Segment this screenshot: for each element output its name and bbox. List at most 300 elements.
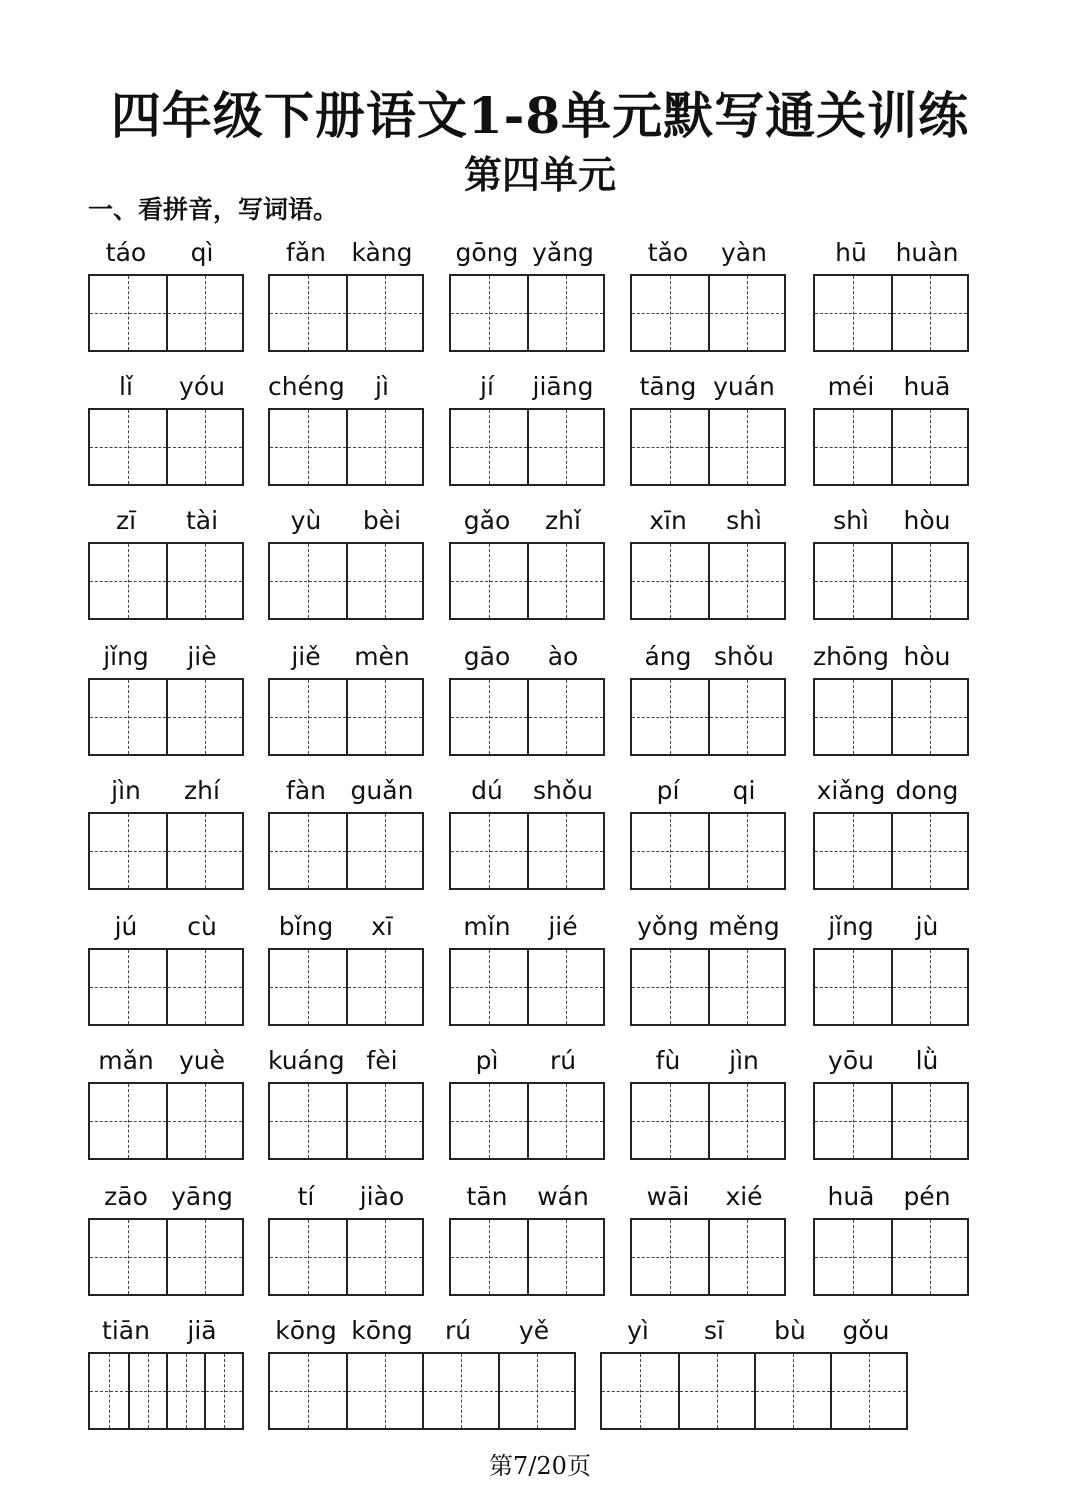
pinyin-syllable: cù bbox=[187, 912, 217, 941]
character-box[interactable] bbox=[270, 1084, 346, 1158]
character-box[interactable] bbox=[632, 814, 708, 888]
pinyin-row bbox=[813, 1044, 969, 1082]
pinyin-row bbox=[630, 370, 786, 408]
character-box[interactable] bbox=[451, 276, 527, 350]
pinyin-row bbox=[630, 236, 786, 274]
word-item bbox=[268, 370, 424, 486]
word-item bbox=[449, 1180, 605, 1296]
character-box[interactable] bbox=[451, 680, 527, 754]
pinyin-syllable: jiě bbox=[291, 642, 321, 671]
pinyin-syllable: jí bbox=[480, 372, 494, 401]
character-box[interactable] bbox=[708, 1220, 784, 1294]
word-item bbox=[88, 1314, 244, 1430]
writing-grid bbox=[600, 1352, 908, 1430]
writing-grid bbox=[449, 948, 605, 1026]
pinyin-row bbox=[88, 1180, 244, 1218]
character-box[interactable] bbox=[90, 410, 166, 484]
character-box[interactable] bbox=[498, 1354, 574, 1428]
word-item bbox=[268, 1180, 424, 1296]
character-box[interactable] bbox=[708, 950, 784, 1024]
word-item bbox=[813, 910, 969, 1026]
pinyin-syllable: lǐ bbox=[119, 372, 133, 401]
pinyin-row bbox=[813, 910, 969, 948]
writing-grid bbox=[813, 542, 969, 620]
pinyin-row bbox=[813, 236, 969, 274]
word-item bbox=[813, 370, 969, 486]
character-box[interactable] bbox=[891, 680, 967, 754]
character-box[interactable] bbox=[891, 1084, 967, 1158]
pinyin-row bbox=[268, 1180, 424, 1218]
writing-grid bbox=[630, 812, 786, 890]
writing-grid bbox=[88, 948, 244, 1026]
writing-grid bbox=[813, 812, 969, 890]
character-box[interactable] bbox=[204, 1354, 242, 1428]
pinyin-syllable: dong bbox=[895, 776, 959, 805]
pinyin-row bbox=[813, 1180, 969, 1218]
character-box[interactable] bbox=[451, 544, 527, 618]
pinyin-syllable: guǎn bbox=[350, 776, 414, 805]
page-number: 第7/20页 bbox=[489, 1452, 591, 1480]
pinyin-syllable: yǎng bbox=[532, 238, 594, 267]
character-box[interactable] bbox=[527, 276, 603, 350]
pinyin-syllable: lǜ bbox=[915, 1046, 939, 1075]
character-box[interactable] bbox=[346, 410, 422, 484]
character-box[interactable] bbox=[678, 1354, 754, 1428]
character-box[interactable] bbox=[708, 814, 784, 888]
pinyin-syllable: kōng bbox=[351, 1316, 413, 1345]
writing-grid bbox=[449, 678, 605, 756]
word-item bbox=[630, 1180, 786, 1296]
pinyin-row bbox=[449, 774, 605, 812]
writing-grid bbox=[268, 948, 424, 1026]
pinyin-row bbox=[449, 1180, 605, 1218]
pinyin-syllable: gǎo bbox=[463, 506, 511, 535]
writing-grid bbox=[88, 812, 244, 890]
character-box[interactable] bbox=[891, 410, 967, 484]
character-box[interactable] bbox=[90, 1354, 128, 1428]
pinyin-syllable: jìn bbox=[729, 1046, 759, 1075]
word-item bbox=[813, 774, 969, 890]
writing-grid bbox=[268, 408, 424, 486]
character-box[interactable] bbox=[632, 410, 708, 484]
character-box[interactable] bbox=[346, 950, 422, 1024]
pinyin-row bbox=[630, 640, 786, 678]
pinyin-syllable: tài bbox=[185, 506, 219, 535]
character-box[interactable] bbox=[270, 276, 346, 350]
character-box[interactable] bbox=[90, 680, 166, 754]
pinyin-syllable: huā bbox=[903, 372, 951, 401]
character-box[interactable] bbox=[346, 814, 422, 888]
pinyin-syllable: pí bbox=[656, 776, 680, 805]
pinyin-syllable: shì bbox=[833, 506, 869, 535]
writing-grid bbox=[813, 678, 969, 756]
word-item bbox=[813, 236, 969, 352]
character-box[interactable] bbox=[815, 544, 891, 618]
character-box[interactable] bbox=[166, 544, 242, 618]
character-box[interactable] bbox=[166, 410, 242, 484]
pinyin-syllable: fèi bbox=[366, 1046, 398, 1075]
pinyin-row bbox=[600, 1314, 908, 1352]
pinyin-syllable: tí bbox=[297, 1182, 315, 1211]
pinyin-row bbox=[449, 236, 605, 274]
writing-grid bbox=[449, 1082, 605, 1160]
page-title: 四年级下册语文1-8单元默写通关训练 bbox=[110, 86, 970, 145]
writing-grid bbox=[813, 274, 969, 352]
character-box[interactable] bbox=[815, 814, 891, 888]
pinyin-syllable: jù bbox=[915, 912, 939, 941]
pinyin-syllable: fǎn bbox=[286, 238, 326, 267]
character-box[interactable] bbox=[815, 410, 891, 484]
word-item bbox=[630, 370, 786, 486]
writing-grid bbox=[630, 274, 786, 352]
pinyin-syllable: táo bbox=[105, 238, 147, 267]
character-box[interactable] bbox=[166, 276, 242, 350]
character-box[interactable] bbox=[815, 680, 891, 754]
pinyin-syllable: jǐng bbox=[828, 912, 874, 941]
pinyin-row bbox=[88, 504, 244, 542]
pinyin-syllable: jiè bbox=[187, 642, 217, 671]
character-box[interactable] bbox=[346, 276, 422, 350]
character-box[interactable] bbox=[166, 1084, 242, 1158]
character-box[interactable] bbox=[346, 1354, 422, 1428]
pinyin-syllable: xiǎng bbox=[816, 776, 886, 805]
word-item bbox=[268, 1044, 424, 1160]
pinyin-syllable: bǐng bbox=[278, 912, 334, 941]
character-box[interactable] bbox=[708, 1084, 784, 1158]
character-box[interactable] bbox=[346, 1220, 422, 1294]
word-item bbox=[630, 774, 786, 890]
pinyin-syllable: kàng bbox=[351, 238, 413, 267]
pinyin-syllable: jǐng bbox=[103, 642, 149, 671]
word-item bbox=[88, 774, 244, 890]
character-box[interactable] bbox=[270, 680, 346, 754]
word-item bbox=[268, 910, 424, 1026]
word-item bbox=[600, 1314, 908, 1430]
pinyin-syllable: mǎn bbox=[98, 1046, 154, 1075]
writing-grid bbox=[268, 678, 424, 756]
word-item bbox=[88, 370, 244, 486]
character-box[interactable] bbox=[451, 1084, 527, 1158]
writing-grid bbox=[268, 1082, 424, 1160]
character-box[interactable] bbox=[708, 410, 784, 484]
pinyin-row bbox=[813, 370, 969, 408]
pinyin-row bbox=[88, 1044, 244, 1082]
character-box[interactable] bbox=[891, 950, 967, 1024]
pinyin-syllable: pì bbox=[475, 1046, 499, 1075]
pinyin-syllable: bèi bbox=[362, 506, 402, 535]
character-box[interactable] bbox=[346, 1084, 422, 1158]
word-item bbox=[630, 640, 786, 756]
pinyin-syllable: yì bbox=[627, 1316, 649, 1345]
pinyin-row bbox=[268, 504, 424, 542]
character-box[interactable] bbox=[90, 276, 166, 350]
pinyin-syllable: huàn bbox=[895, 238, 959, 267]
pinyin-syllable: zhí bbox=[184, 776, 220, 805]
character-box[interactable] bbox=[128, 1354, 166, 1428]
pinyin-syllable: shǒu bbox=[532, 776, 593, 805]
pinyin-syllable: tiān bbox=[102, 1316, 150, 1345]
writing-grid bbox=[813, 948, 969, 1026]
pinyin-syllable: yuán bbox=[713, 372, 775, 401]
pinyin-syllable: měng bbox=[708, 912, 780, 941]
word-item bbox=[268, 236, 424, 352]
pinyin-syllable: mǐn bbox=[463, 912, 511, 941]
word-item bbox=[813, 1180, 969, 1296]
pinyin-syllable: wán bbox=[537, 1182, 589, 1211]
word-item bbox=[630, 910, 786, 1026]
writing-grid bbox=[813, 1082, 969, 1160]
character-box[interactable] bbox=[891, 814, 967, 888]
pinyin-syllable: dú bbox=[471, 776, 503, 805]
pinyin-row bbox=[88, 236, 244, 274]
word-item bbox=[88, 236, 244, 352]
word-item bbox=[268, 1314, 576, 1430]
pinyin-syllable: jié bbox=[548, 912, 578, 941]
character-box[interactable] bbox=[346, 544, 422, 618]
character-box[interactable] bbox=[90, 544, 166, 618]
character-box[interactable] bbox=[708, 276, 784, 350]
pinyin-syllable: kuáng bbox=[268, 1046, 345, 1075]
character-box[interactable] bbox=[754, 1354, 830, 1428]
character-box[interactable] bbox=[166, 950, 242, 1024]
word-item bbox=[268, 640, 424, 756]
character-box[interactable] bbox=[270, 1354, 346, 1428]
pinyin-syllable: shǒu bbox=[713, 642, 774, 671]
character-box[interactable] bbox=[632, 1220, 708, 1294]
writing-grid bbox=[268, 812, 424, 890]
word-item bbox=[449, 370, 605, 486]
character-box[interactable] bbox=[166, 814, 242, 888]
character-box[interactable] bbox=[815, 950, 891, 1024]
word-item bbox=[449, 1044, 605, 1160]
pinyin-syllable: gōng bbox=[455, 238, 519, 267]
word-item bbox=[268, 774, 424, 890]
writing-grid bbox=[449, 542, 605, 620]
writing-grid bbox=[88, 678, 244, 756]
pinyin-syllable: qi bbox=[732, 776, 756, 805]
pinyin-syllable: yuè bbox=[178, 1046, 226, 1075]
pinyin-syllable: zāo bbox=[104, 1182, 148, 1211]
character-box[interactable] bbox=[632, 680, 708, 754]
character-box[interactable] bbox=[632, 276, 708, 350]
word-item bbox=[449, 910, 605, 1026]
unit-subtitle: 第四单元 bbox=[463, 152, 616, 197]
pinyin-syllable: zī bbox=[115, 506, 137, 535]
pinyin-syllable: jú bbox=[114, 912, 138, 941]
character-box[interactable] bbox=[451, 410, 527, 484]
character-box[interactable] bbox=[270, 544, 346, 618]
word-item bbox=[813, 640, 969, 756]
character-box[interactable] bbox=[451, 814, 527, 888]
pinyin-syllable: xié bbox=[725, 1182, 763, 1211]
pinyin-row bbox=[449, 1044, 605, 1082]
pinyin-syllable: tǎo bbox=[647, 238, 689, 267]
character-box[interactable] bbox=[632, 950, 708, 1024]
word-item bbox=[449, 236, 605, 352]
writing-grid bbox=[88, 408, 244, 486]
character-box[interactable] bbox=[451, 950, 527, 1024]
pinyin-syllable: qì bbox=[190, 238, 214, 267]
word-item bbox=[630, 1044, 786, 1160]
character-box[interactable] bbox=[891, 1220, 967, 1294]
pinyin-row bbox=[630, 774, 786, 812]
character-box[interactable] bbox=[708, 544, 784, 618]
character-box[interactable] bbox=[90, 950, 166, 1024]
character-box[interactable] bbox=[270, 814, 346, 888]
character-box[interactable] bbox=[166, 1220, 242, 1294]
pinyin-syllable: gǒu bbox=[842, 1316, 890, 1345]
writing-grid bbox=[268, 274, 424, 352]
section-heading: 一、看拼音，写词语。 bbox=[88, 195, 339, 224]
pinyin-row bbox=[268, 1044, 424, 1082]
pinyin-row bbox=[449, 504, 605, 542]
writing-grid bbox=[449, 408, 605, 486]
pinyin-syllable: tāng bbox=[639, 372, 697, 401]
writing-grid bbox=[813, 1218, 969, 1296]
word-item bbox=[813, 1044, 969, 1160]
pinyin-row bbox=[88, 370, 244, 408]
character-box[interactable] bbox=[270, 950, 346, 1024]
pinyin-syllable: yāng bbox=[171, 1182, 233, 1211]
character-box[interactable] bbox=[527, 544, 603, 618]
character-box[interactable] bbox=[422, 1354, 498, 1428]
pinyin-syllable: jiāng bbox=[532, 372, 594, 401]
character-box[interactable] bbox=[632, 1084, 708, 1158]
pinyin-syllable: yǒng bbox=[637, 912, 699, 941]
pinyin-row bbox=[813, 774, 969, 812]
pinyin-row bbox=[630, 1180, 786, 1218]
pinyin-row bbox=[268, 236, 424, 274]
character-box[interactable] bbox=[346, 680, 422, 754]
character-box[interactable] bbox=[90, 1084, 166, 1158]
pinyin-row bbox=[88, 640, 244, 678]
character-box[interactable] bbox=[815, 276, 891, 350]
pinyin-syllable: zhǐ bbox=[545, 506, 581, 535]
pinyin-row bbox=[88, 1314, 244, 1352]
character-box[interactable] bbox=[708, 680, 784, 754]
character-box[interactable] bbox=[451, 1220, 527, 1294]
pinyin-syllable: tān bbox=[466, 1182, 508, 1211]
writing-grid bbox=[630, 542, 786, 620]
writing-grid bbox=[449, 274, 605, 352]
word-item bbox=[449, 504, 605, 620]
pinyin-syllable: rú bbox=[444, 1316, 472, 1345]
writing-grid bbox=[88, 1352, 244, 1430]
character-box[interactable] bbox=[527, 1084, 603, 1158]
pinyin-row bbox=[630, 1044, 786, 1082]
pinyin-row bbox=[630, 504, 786, 542]
pinyin-syllable: méi bbox=[827, 372, 875, 401]
character-box[interactable] bbox=[527, 950, 603, 1024]
writing-grid bbox=[88, 1218, 244, 1296]
pinyin-row bbox=[449, 370, 605, 408]
pinyin-syllable: jìn bbox=[111, 776, 141, 805]
pinyin-row bbox=[88, 774, 244, 812]
character-box[interactable] bbox=[527, 410, 603, 484]
word-item bbox=[449, 640, 605, 756]
writing-grid bbox=[449, 1218, 605, 1296]
pinyin-row bbox=[88, 910, 244, 948]
character-box[interactable] bbox=[527, 680, 603, 754]
word-item bbox=[88, 910, 244, 1026]
pinyin-syllable: fù bbox=[655, 1046, 681, 1075]
pinyin-syllable: mèn bbox=[354, 642, 410, 671]
pinyin-syllable: wāi bbox=[646, 1182, 690, 1211]
word-item bbox=[88, 504, 244, 620]
pinyin-row bbox=[813, 640, 969, 678]
pinyin-syllable: bù bbox=[774, 1316, 806, 1345]
character-box[interactable] bbox=[815, 1220, 891, 1294]
word-item bbox=[88, 640, 244, 756]
character-box[interactable] bbox=[815, 1084, 891, 1158]
character-box[interactable] bbox=[90, 1220, 166, 1294]
pinyin-syllable: zhōng bbox=[813, 642, 889, 671]
pinyin-syllable: jiā bbox=[187, 1316, 217, 1345]
word-item bbox=[88, 1180, 244, 1296]
character-box[interactable] bbox=[830, 1354, 906, 1428]
pinyin-syllable: huā bbox=[827, 1182, 875, 1211]
pinyin-row bbox=[449, 910, 605, 948]
pinyin-row bbox=[268, 1314, 576, 1352]
writing-grid bbox=[630, 678, 786, 756]
character-box[interactable] bbox=[166, 680, 242, 754]
character-box[interactable] bbox=[602, 1354, 678, 1428]
character-box[interactable] bbox=[527, 814, 603, 888]
character-box[interactable] bbox=[270, 1220, 346, 1294]
writing-grid bbox=[268, 1352, 576, 1430]
pinyin-syllable: hū bbox=[835, 238, 867, 267]
pinyin-syllable: hòu bbox=[903, 506, 951, 535]
character-box[interactable] bbox=[632, 544, 708, 618]
writing-grid bbox=[268, 542, 424, 620]
pinyin-syllable: hòu bbox=[903, 642, 951, 671]
pinyin-syllable: jiào bbox=[359, 1182, 405, 1211]
character-box[interactable] bbox=[891, 544, 967, 618]
word-item bbox=[88, 1044, 244, 1160]
pinyin-row bbox=[630, 910, 786, 948]
writing-grid bbox=[268, 1218, 424, 1296]
pinyin-row bbox=[813, 504, 969, 542]
pinyin-syllable: kōng bbox=[275, 1316, 337, 1345]
word-item bbox=[813, 504, 969, 620]
pinyin-row bbox=[449, 640, 605, 678]
word-item bbox=[268, 504, 424, 620]
pinyin-syllable: gāo bbox=[463, 642, 511, 671]
pinyin-row bbox=[268, 910, 424, 948]
word-item bbox=[630, 504, 786, 620]
character-box[interactable] bbox=[527, 1220, 603, 1294]
writing-grid bbox=[630, 408, 786, 486]
word-item bbox=[630, 236, 786, 352]
character-box[interactable] bbox=[166, 1354, 204, 1428]
pinyin-syllable: jì bbox=[375, 372, 389, 401]
pinyin-row bbox=[268, 370, 424, 408]
pinyin-row bbox=[268, 774, 424, 812]
writing-grid bbox=[630, 1218, 786, 1296]
pinyin-syllable: xīn bbox=[649, 506, 687, 535]
character-box[interactable] bbox=[90, 814, 166, 888]
pinyin-syllable: áng bbox=[644, 642, 692, 671]
character-box[interactable] bbox=[891, 276, 967, 350]
pinyin-syllable: yōu bbox=[828, 1046, 874, 1075]
pinyin-syllable: yě bbox=[518, 1316, 550, 1345]
writing-grid bbox=[88, 274, 244, 352]
character-box[interactable] bbox=[270, 410, 346, 484]
pinyin-syllable: fàn bbox=[286, 776, 326, 805]
pinyin-syllable: pén bbox=[903, 1182, 951, 1211]
pinyin-syllable: rú bbox=[549, 1046, 577, 1075]
pinyin-syllable: yù bbox=[290, 506, 322, 535]
